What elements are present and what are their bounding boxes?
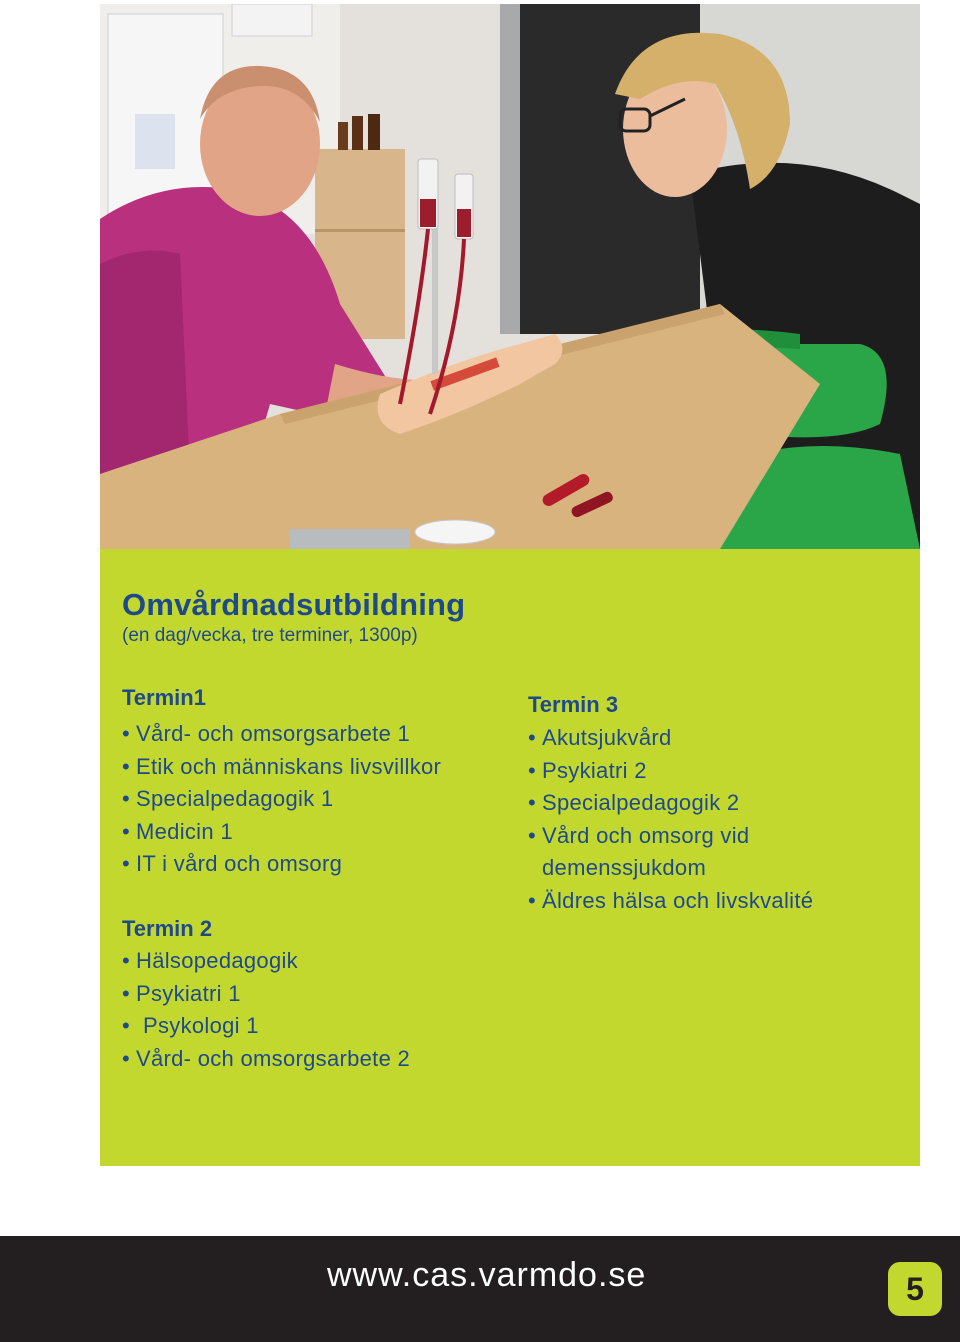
list-item: • Etik och människans livsvillkor [122, 751, 441, 784]
list-item: • Vård- och omsorgsarbete 1 [122, 718, 441, 751]
bullet: • [122, 980, 131, 1006]
term-2-list [122, 945, 410, 1075]
list-item: • Hälsopedagogik [122, 945, 410, 978]
course-info-panel [100, 549, 920, 1166]
term-1-list [122, 718, 441, 881]
bullet: • [528, 725, 537, 750]
list-item: • Vård och omsorg vid [528, 820, 813, 853]
bullet: • [122, 851, 131, 876]
list-item: • Medicin 1 [122, 816, 441, 849]
footer [0, 1236, 960, 1342]
list-item: • Specialpedagogik 2 [528, 787, 813, 820]
bullet: • [122, 818, 131, 844]
term-1-heading: Termin1 [122, 685, 206, 710]
term-3-heading: Termin 3 [528, 692, 619, 717]
term-2-heading: Termin 2 [122, 916, 213, 941]
bullet: • [528, 887, 537, 913]
list-item: • Vård- och omsorgsarbete 2 [122, 1043, 410, 1076]
page-number-badge: 5 [888, 1262, 942, 1316]
course-subtitle: (en dag/vecka, tre terminer, 1300p) [122, 625, 418, 646]
bullet: • [122, 948, 131, 973]
list-item: • Specialpedagogik 1 [122, 783, 441, 816]
bullet: • [122, 1045, 131, 1071]
website-link[interactable]: www.cas.varmdo.se [327, 1256, 647, 1294]
list-item: • Psykologi 1 [122, 1010, 410, 1043]
bullet: • [528, 790, 537, 815]
list-item: • IT i vård och omsorg [122, 848, 441, 881]
list-item: • Äldres hälsa och livskvalité [528, 885, 813, 918]
bullet: • [122, 753, 131, 779]
list-item: • Psykiatri 2 [528, 755, 813, 788]
list-item: • Akutsjukvård [528, 722, 813, 755]
term-3-list [528, 722, 813, 917]
list-item: demenssjukdom [542, 855, 707, 880]
bullet: • [122, 1013, 131, 1038]
photo-illustration [100, 4, 920, 549]
course-title: Omvårdnadsutbildning [122, 587, 466, 622]
bullet: • [122, 786, 131, 811]
bullet: • [528, 822, 537, 848]
bullet: • [122, 721, 131, 746]
list-item: • Psykiatri 1 [122, 978, 410, 1011]
hero-photo [100, 4, 920, 549]
bullet: • [528, 757, 537, 783]
